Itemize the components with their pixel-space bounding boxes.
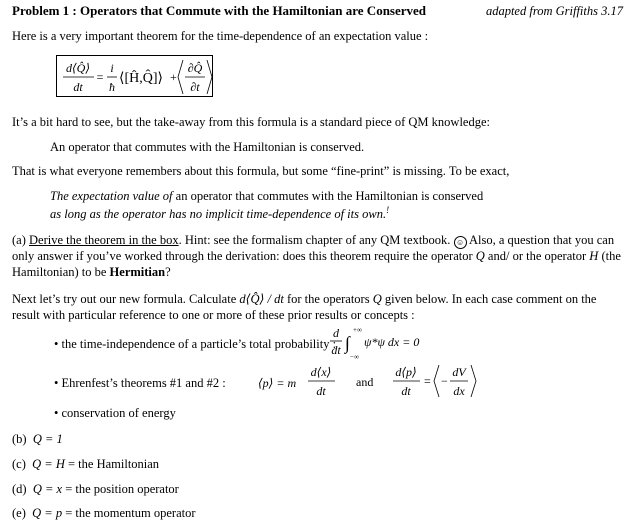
left-angle-bracket (178, 60, 183, 94)
exact-statement-line1 (50, 189, 483, 205)
theorem-equation (57, 56, 214, 98)
item-c (12, 457, 159, 473)
part-a-hamiltonian: (the Hamiltonian) to be (12, 249, 621, 279)
probability-equation (330, 324, 440, 362)
ehrenfest-equals: = (424, 374, 431, 388)
item-expression: Q = p (32, 506, 63, 520)
next-text3: given below. In each case comment on the result with particular reference to one or more of these prior results or concepts : (12, 292, 597, 322)
bullet-probability: • the time-independence of a particle’s total probability : (54, 337, 337, 351)
exact-statement-rest: an operator that commutes with the Hamiltonian is conserved (172, 189, 484, 203)
integral-upper: +∞ (353, 326, 362, 334)
dp-denominator: dt (401, 384, 411, 398)
next-operator-q: Q (372, 292, 382, 306)
theorem-box (56, 55, 213, 97)
smiley-icon: ☺ (454, 236, 467, 249)
dp-numerator: d⟨p⟩ (395, 365, 417, 379)
intro-text: Here is a very important theorem for the time-dependence of an expectation value : (12, 29, 429, 43)
fine-print-text: That is what everyone remembers about this formula, but some “fine-print” is missing. To be exact, (12, 164, 510, 178)
part-a-question: Also, a question that you can only answer if you’ve worked through the derivation: does this theorem require the operator (12, 233, 615, 263)
dv-numerator: dV (452, 365, 466, 379)
integrand: ψ*ψ dx = 0 (364, 335, 420, 349)
problem-title: Problem 1 : Operators that Commute with the Hamiltonian are Conserved (12, 3, 427, 18)
takeaway-text: It’s a bit hard to see, but the take-away from this formula is a standard piece of QM knowledge: (12, 115, 490, 129)
dx-numerator: d⟨x⟩ (310, 365, 332, 379)
ehrenfest-right-bracket (471, 365, 476, 397)
item-label: (d) (12, 482, 27, 496)
derive-theorem-link: Derive the theorem in the box (29, 233, 179, 247)
next-text2: for the operators (283, 292, 373, 306)
conserved-statement: An operator that commutes with the Hamiltonian is conserved. (50, 140, 365, 154)
part-a-hint: . Hint: see the formalism chapter of any QM textbook. (178, 233, 454, 247)
hermitian-word: Hermitian (109, 264, 166, 279)
part-a (12, 233, 624, 280)
coefficient-numerator: i (110, 61, 114, 75)
momentum-expectation: ⟨p⟩ = m (258, 376, 297, 390)
dv-denominator: dx (453, 384, 465, 398)
item-expression: Q = 1 (32, 432, 63, 446)
operator-h: H (589, 249, 599, 263)
bullet-ehrenfest: • Ehrenfest’s theorems #1 and #2 : (54, 376, 226, 390)
partial-denominator: ∂t (190, 80, 200, 94)
integral-sign: ∫ (345, 333, 350, 353)
minus-sign: − (441, 374, 448, 388)
part-a-label: (a) (12, 233, 29, 247)
dx-denominator: dt (316, 384, 326, 398)
plus-sign: + (170, 70, 177, 84)
exact-statement-line2 (50, 205, 389, 223)
next-text1: Next let’s try out our new formula. Calculate (12, 292, 240, 306)
integral-lower: −∞ (350, 353, 359, 361)
right-angle-bracket (207, 60, 212, 94)
partial-numerator: ∂Q̂ (187, 61, 203, 75)
item-description: = the position operator (62, 482, 179, 496)
item-label: (b) (12, 432, 27, 446)
and-word: and (356, 375, 374, 389)
ehrenfest-left-bracket (434, 365, 439, 397)
equals-sign: = (96, 70, 104, 84)
part-a-and: and/ or the operator (484, 249, 590, 263)
next-expression: d⟨Q̂⟩ / dt (239, 292, 284, 306)
item-description: = the Hamiltonian (64, 457, 160, 471)
prob-d: d (333, 326, 339, 340)
source-attribution: adapted from Griffiths 3.17 (485, 4, 623, 18)
lhs-numerator: d⟨Q̂⟩ (65, 61, 91, 75)
commutator-expectation: ⟨[Ĥ,Q̂]⟩ (119, 71, 163, 86)
operator-q: Q (475, 249, 485, 263)
item-expression: Q = H (32, 457, 65, 471)
lhs-denominator: dt (73, 80, 83, 94)
item-label: (c) (12, 457, 26, 471)
item-expression: Q = x (32, 482, 63, 496)
prob-dt: dt (331, 343, 341, 357)
exact-statement-italic: The expectation value of (50, 189, 173, 203)
bullet-energy: • conservation of energy (54, 406, 176, 420)
exact-statement-line2-text: as long as the operator has no implicit time-dependence of its own. (50, 207, 387, 222)
coefficient-denominator: ħ (109, 80, 115, 94)
footnote-mark: ! (386, 205, 390, 215)
item-d (12, 482, 179, 498)
part-a-end: ? (165, 264, 171, 279)
item-b (12, 432, 63, 448)
item-e (12, 506, 196, 522)
item-label: (e) (12, 506, 26, 520)
item-description: = the momentum operator (62, 506, 196, 520)
ehrenfest-equations (258, 362, 488, 402)
next-instructions (12, 292, 624, 323)
